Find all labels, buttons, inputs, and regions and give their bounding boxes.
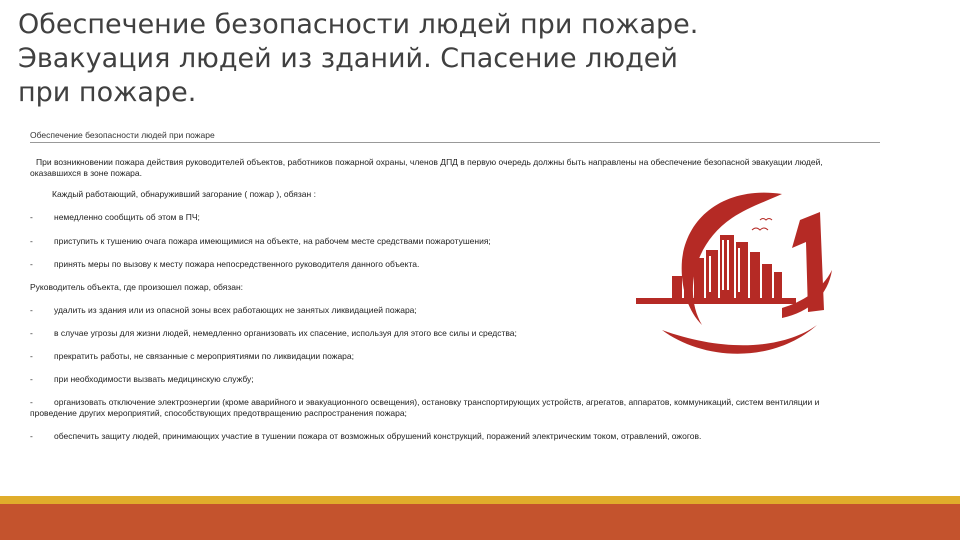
city-skyline-logo-icon — [632, 190, 842, 360]
slide-title: Обеспечение безопасности людей при пожаре. Эвакуация людей из зданий. Спасение людей при пожаре. — [18, 9, 699, 108]
section-subheading: Обеспечение безопасности людей при пожаре — [30, 130, 880, 143]
list-item: - принять меры по вызову к месту пожара непосредственного руководителя данного объекта. — [30, 259, 420, 269]
manager-heading: Руководитель объекта, где произошел пожар, обязан: — [30, 282, 244, 292]
list-item: - приступить к тушению очага пожара имеющимися на объекте, на рабочем месте средствами пожаротушения; — [30, 236, 491, 246]
list-item: - прекратить работы, не связанные с мероприятиями по ликвидации пожара; — [30, 351, 354, 361]
footer-accent-bar — [0, 496, 960, 504]
list-item: - удалить из здания или из опасной зоны всех работающих не занятых ликвидацией пожара; — [30, 305, 417, 315]
footer-bar — [0, 504, 960, 540]
worker-heading: Каждый работающий, обнаруживший загорание ( пожар ), обязан : — [52, 189, 316, 199]
list-item: - при необходимости вызвать медицинскую службу; — [30, 374, 254, 384]
list-item: - в случае угрозы для жизни людей, немедленно организовать их спасение, используя для этого все силы и средства; — [30, 328, 517, 338]
list-item: - немедленно сообщить об этом в ПЧ; — [30, 212, 200, 222]
list-item: - организовать отключение электроэнергии (кроме аварийного и эвакуационного освещения), остановку транспортирующих устройств, агрегатов, аппаратов, коммуникаций, систем вентиляции и проведение других мероприятий, способствующих предотвращению распространения пожара; — [30, 397, 820, 418]
list-item: - обеспечить защиту людей, принимающих участие в тушении пожара от возможных обрушений конструкций, поражений электрическим током, отравлений, ожогов. — [30, 431, 702, 441]
intro-paragraph: При возникновении пожара действия руководителей объектов, работников пожарной охраны, членов ДПД в первую очередь должны быть направлены на обеспечение безопасной эвакуации людей, оказавшихся в зоне пожара. — [30, 157, 823, 178]
